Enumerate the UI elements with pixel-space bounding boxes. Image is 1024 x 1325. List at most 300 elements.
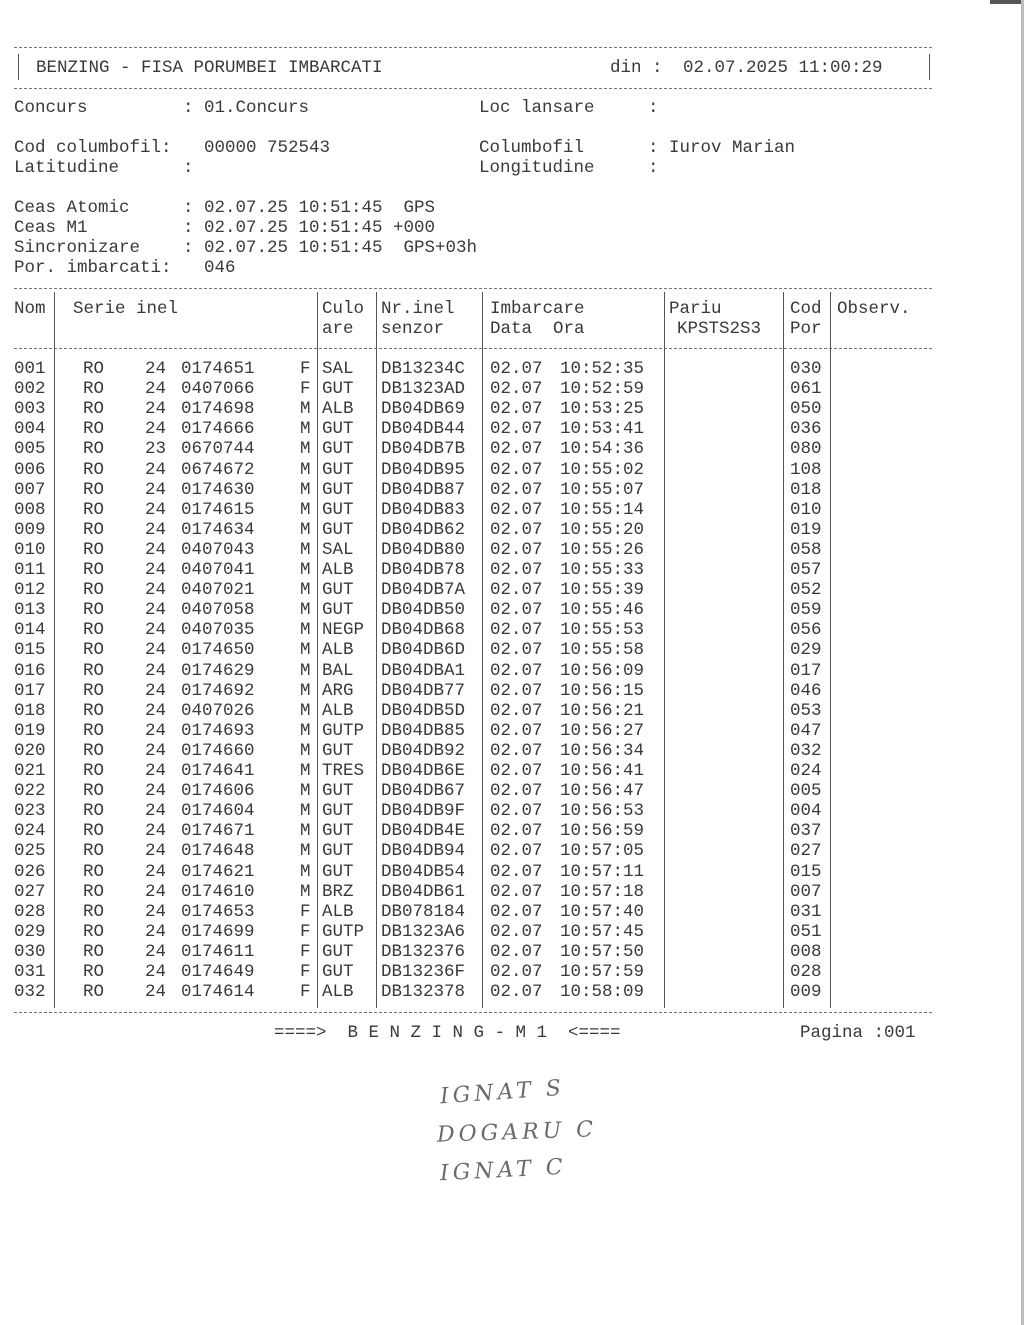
cell-nom: 017 [14, 680, 46, 701]
sincronizare-label: Sincronizare [14, 238, 141, 258]
table-header-separator [14, 348, 932, 349]
cell-an: 24 [145, 459, 167, 480]
cell-cod: 008 [790, 941, 822, 962]
cell-nom: 003 [14, 399, 46, 420]
cell-culoare: TRES [322, 761, 365, 781]
cell-data: 02.07 [490, 881, 543, 902]
table-row [0, 640, 1024, 660]
cell-sex: F [300, 962, 311, 982]
cell-senzor: DB04DB6E [381, 761, 466, 781]
cell-an: 24 [145, 901, 167, 922]
cell-nom: 004 [14, 419, 46, 440]
cell-an: 24 [145, 761, 167, 781]
cell-senzor: DB04DB87 [381, 479, 466, 500]
cell-nom: 018 [14, 700, 46, 721]
cell-culoare: GUTP [322, 921, 365, 942]
cell-cod: 059 [790, 600, 822, 621]
cell-inel: 0174650 [181, 640, 255, 661]
cell-senzor: DB04DB44 [381, 419, 466, 440]
cell-ora: 10:57:11 [560, 861, 645, 882]
table-row [0, 540, 1024, 560]
cell-culoare: GUT [322, 499, 354, 520]
cell-sex: F [300, 379, 311, 400]
cell-inel: 0174634 [181, 519, 255, 540]
table-row [0, 399, 1024, 419]
cell-sex: F [300, 921, 311, 942]
cell-data: 02.07 [490, 861, 543, 882]
cell-nom: 030 [14, 941, 46, 962]
columbofil-value: : Iurov Marian [648, 138, 796, 158]
cell-culoare: ALB [322, 560, 354, 580]
cell-cod: 005 [790, 781, 822, 802]
cell-an: 24 [145, 399, 167, 420]
cell-senzor: DB04DB9F [381, 801, 466, 822]
col-header-data-ora: Data Ora [490, 319, 585, 339]
cell-inel: 0407041 [181, 560, 255, 580]
cell-senzor: DB132378 [381, 982, 466, 1003]
cell-inel: 0174693 [181, 720, 255, 741]
cell-data: 02.07 [490, 499, 543, 520]
cell-inel: 0174653 [181, 901, 255, 922]
cell-an: 24 [145, 660, 167, 681]
cell-sex: M [300, 519, 311, 540]
cell-culoare: GUT [322, 439, 354, 460]
cell-data: 02.07 [490, 740, 543, 761]
cell-nom: 023 [14, 801, 46, 822]
cell-cod: 047 [790, 720, 822, 741]
cell-nom: 027 [14, 881, 46, 902]
cell-inel: 0174692 [181, 680, 255, 701]
cell-tara: RO [83, 359, 105, 379]
cell-an: 24 [145, 700, 167, 721]
cell-cod: 051 [790, 921, 822, 942]
cell-nom: 009 [14, 519, 46, 540]
cell-data: 02.07 [490, 761, 543, 781]
cell-inel: 0174615 [181, 499, 255, 520]
cell-an: 24 [145, 740, 167, 761]
cell-cod: 028 [790, 962, 822, 982]
cell-inel: 0174698 [181, 399, 255, 420]
cell-inel: 0174614 [181, 982, 255, 1003]
cell-an: 24 [145, 640, 167, 661]
scan-edge-top [990, 0, 1024, 4]
cell-culoare: GUT [322, 941, 354, 962]
cell-nom: 021 [14, 761, 46, 781]
cell-culoare: GUT [322, 580, 354, 601]
cell-ora: 10:52:59 [560, 379, 645, 400]
cell-sex: F [300, 359, 311, 379]
cell-nom: 006 [14, 459, 46, 480]
handwritten-note-1: IGNAT S [439, 1075, 566, 1110]
cell-ora: 10:55:53 [560, 620, 645, 641]
cell-ora: 10:56:09 [560, 660, 645, 681]
cell-senzor: DB04DB61 [381, 881, 466, 902]
cell-tara: RO [83, 479, 105, 500]
cell-senzor: DB13234C [381, 359, 466, 379]
cell-ora: 10:55:26 [560, 539, 645, 560]
cell-inel: 0174660 [181, 740, 255, 761]
cell-ora: 10:55:14 [560, 499, 645, 520]
cell-cod: 080 [790, 439, 822, 460]
cell-tara: RO [83, 419, 105, 440]
cell-ora: 10:57:50 [560, 941, 645, 962]
col-header-kpsts2s3: KPSTS2S3 [677, 319, 762, 339]
cell-sex: M [300, 861, 311, 882]
cell-data: 02.07 [490, 821, 543, 842]
cell-cod: 018 [790, 479, 822, 500]
cell-cod: 057 [790, 560, 822, 580]
cell-tara: RO [83, 982, 105, 1003]
cell-ora: 10:53:41 [560, 419, 645, 440]
por-imbarcati-value: 046 [204, 258, 236, 278]
cell-cod: 108 [790, 459, 822, 480]
cell-tara: RO [83, 861, 105, 882]
col-header-imbarcare: Imbarcare [490, 299, 585, 319]
cell-nom: 011 [14, 560, 46, 580]
table-row [0, 359, 1024, 379]
cell-an: 24 [145, 419, 167, 440]
cell-data: 02.07 [490, 901, 543, 922]
cell-senzor: DB04DB5D [381, 700, 466, 721]
concurs-label: Concurs [14, 98, 88, 118]
cell-nom: 029 [14, 921, 46, 942]
cell-nom: 010 [14, 539, 46, 560]
cell-an: 24 [145, 539, 167, 560]
cell-data: 02.07 [490, 962, 543, 982]
cell-nom: 028 [14, 901, 46, 922]
cell-culoare: GUT [322, 600, 354, 621]
cell-ora: 10:58:09 [560, 982, 645, 1003]
cell-cod: 036 [790, 419, 822, 440]
cell-cod: 019 [790, 519, 822, 540]
cell-sex: M [300, 620, 311, 641]
table-row [0, 580, 1024, 600]
cell-sex: F [300, 941, 311, 962]
table-row [0, 781, 1024, 801]
latitudine-value: : [183, 158, 194, 178]
cell-sex: M [300, 600, 311, 621]
cell-inel: 0407026 [181, 700, 255, 721]
document-title: BENZING - FISA PORUMBEI IMBARCATI [36, 58, 383, 78]
cell-sex: M [300, 499, 311, 520]
table-row [0, 761, 1024, 781]
cell-sex: M [300, 700, 311, 721]
cell-inel: 0407035 [181, 620, 255, 641]
cell-an: 24 [145, 821, 167, 842]
cell-cod: 053 [790, 700, 822, 721]
cell-culoare: ALB [322, 901, 354, 922]
cell-sex: M [300, 419, 311, 440]
cell-ora: 10:56:34 [560, 740, 645, 761]
table-row [0, 661, 1024, 681]
cell-tara: RO [83, 901, 105, 922]
cell-data: 02.07 [490, 660, 543, 681]
cell-culoare: BRZ [322, 881, 354, 902]
cell-cod: 031 [790, 901, 822, 922]
cell-ora: 10:57:59 [560, 962, 645, 982]
cell-an: 23 [145, 439, 167, 460]
cell-culoare: GUT [322, 801, 354, 822]
cell-tara: RO [83, 499, 105, 520]
cell-sex: M [300, 539, 311, 560]
ceas-m1-value: : 02.07.25 10:51:45 +000 [183, 218, 436, 238]
table-row [0, 741, 1024, 761]
cell-cod: 015 [790, 861, 822, 882]
cell-tara: RO [83, 781, 105, 802]
cell-tara: RO [83, 439, 105, 460]
cell-senzor: DB04DBA1 [381, 660, 466, 681]
cell-inel: 0174648 [181, 841, 255, 862]
cell-data: 02.07 [490, 921, 543, 942]
cell-tara: RO [83, 600, 105, 621]
cell-data: 02.07 [490, 379, 543, 400]
cell-sex: M [300, 821, 311, 842]
cell-culoare: GUT [322, 821, 354, 842]
cell-tara: RO [83, 660, 105, 681]
cell-an: 24 [145, 499, 167, 520]
cell-cod: 010 [790, 499, 822, 520]
table-row [0, 480, 1024, 500]
cell-senzor: DB04DB62 [381, 519, 466, 540]
cell-senzor: DB132376 [381, 941, 466, 962]
cell-sex: M [300, 660, 311, 681]
cell-tara: RO [83, 881, 105, 902]
cell-culoare: NEGP [322, 620, 365, 641]
cell-tara: RO [83, 821, 105, 842]
cell-tara: RO [83, 640, 105, 661]
cell-sex: M [300, 720, 311, 741]
col-header-serie: Serie inel [73, 299, 179, 319]
cell-senzor: DB04DB6D [381, 640, 466, 661]
cell-data: 02.07 [490, 419, 543, 440]
cell-ora: 10:56:53 [560, 801, 645, 822]
cell-cod: 061 [790, 379, 822, 400]
cell-tara: RO [83, 399, 105, 420]
cell-inel: 0174671 [181, 821, 255, 842]
header-bottom-border [14, 88, 932, 89]
table-row [0, 379, 1024, 399]
cell-ora: 10:56:21 [560, 700, 645, 721]
cell-nom: 020 [14, 740, 46, 761]
cell-senzor: DB04DB54 [381, 861, 466, 882]
cell-senzor: DB04DB50 [381, 600, 466, 621]
cell-data: 02.07 [490, 479, 543, 500]
table-row [0, 801, 1024, 821]
col-header-senzor: senzor [381, 319, 445, 339]
cell-nom: 008 [14, 499, 46, 520]
cell-sex: M [300, 801, 311, 822]
cell-inel: 0174630 [181, 479, 255, 500]
cell-ora: 10:55:33 [560, 560, 645, 580]
cell-culoare: GUT [322, 479, 354, 500]
cell-data: 02.07 [490, 399, 543, 420]
col-header-culoare-2: are [322, 319, 354, 339]
cell-culoare: GUT [322, 962, 354, 982]
cell-tara: RO [83, 580, 105, 601]
cell-inel: 0174651 [181, 359, 255, 379]
cell-senzor: DB04DB78 [381, 560, 466, 580]
table-row [0, 721, 1024, 741]
cell-tara: RO [83, 941, 105, 962]
cell-an: 24 [145, 379, 167, 400]
cell-culoare: GUT [322, 459, 354, 480]
cell-nom: 031 [14, 962, 46, 982]
cell-cod: 037 [790, 821, 822, 842]
handwritten-note-2: DOGARU C [436, 1117, 598, 1148]
cell-senzor: DB04DB94 [381, 841, 466, 862]
cell-inel: 0174621 [181, 861, 255, 882]
cell-nom: 022 [14, 781, 46, 802]
ceas-m1-label: Ceas M1 [14, 218, 88, 238]
cell-senzor: DB04DB69 [381, 399, 466, 420]
header-left-bar [18, 54, 19, 80]
cell-culoare: GUT [322, 519, 354, 540]
cell-senzor: DB1323A6 [381, 921, 466, 942]
cell-data: 02.07 [490, 560, 543, 580]
cell-inel: 0174606 [181, 781, 255, 802]
cell-culoare: SAL [322, 359, 354, 379]
cell-sex: M [300, 740, 311, 761]
table-row [0, 922, 1024, 942]
cell-inel: 0174699 [181, 921, 255, 942]
cell-inel: 0407021 [181, 580, 255, 601]
table-row [0, 419, 1024, 439]
col-header-pariu: Pariu [669, 299, 722, 319]
cell-cod: 024 [790, 761, 822, 781]
cell-data: 02.07 [490, 700, 543, 721]
header-top-border [14, 47, 932, 48]
table-row [0, 882, 1024, 902]
longitudine-value: : [648, 158, 659, 178]
cell-senzor: DB13236F [381, 962, 466, 982]
cell-cod: 058 [790, 539, 822, 560]
cell-senzor: DB04DB7A [381, 580, 466, 601]
cell-data: 02.07 [490, 720, 543, 741]
cell-sex: M [300, 881, 311, 902]
cell-inel: 0174610 [181, 881, 255, 902]
cod-columbofil-label: Cod columbofil: [14, 138, 172, 158]
cell-culoare: ALB [322, 640, 354, 661]
cell-data: 02.07 [490, 941, 543, 962]
cell-culoare: ALB [322, 700, 354, 721]
table-top-border [14, 288, 932, 289]
cell-data: 02.07 [490, 539, 543, 560]
cell-senzor: DB078184 [381, 901, 466, 922]
cell-an: 24 [145, 479, 167, 500]
loc-lansare-value: : [648, 98, 659, 118]
cell-an: 24 [145, 982, 167, 1003]
cell-senzor: DB04DB85 [381, 720, 466, 741]
cell-tara: RO [83, 379, 105, 400]
cell-sex: M [300, 580, 311, 601]
handwritten-note-3: IGNAT C [439, 1154, 568, 1187]
cell-tara: RO [83, 761, 105, 781]
cell-inel: 0174666 [181, 419, 255, 440]
cell-an: 24 [145, 519, 167, 540]
page-number: Pagina :001 [800, 1023, 916, 1043]
cell-senzor: DB04DB4E [381, 821, 466, 842]
cell-ora: 10:56:59 [560, 821, 645, 842]
cell-ora: 10:55:02 [560, 459, 645, 480]
cell-an: 24 [145, 861, 167, 882]
print-date-value: 02.07.2025 11:00:29 [683, 58, 883, 78]
cell-nom: 002 [14, 379, 46, 400]
cell-ora: 10:55:46 [560, 600, 645, 621]
cell-data: 02.07 [490, 359, 543, 379]
cell-ora: 10:55:07 [560, 479, 645, 500]
cell-sex: M [300, 640, 311, 661]
table-row [0, 520, 1024, 540]
cell-sex: M [300, 680, 311, 701]
cell-ora: 10:53:25 [560, 399, 645, 420]
cell-tara: RO [83, 459, 105, 480]
cell-data: 02.07 [490, 439, 543, 460]
table-row [0, 681, 1024, 701]
cell-ora: 10:56:41 [560, 761, 645, 781]
cell-sex: M [300, 841, 311, 862]
cell-nom: 025 [14, 841, 46, 862]
cell-cod: 030 [790, 359, 822, 379]
cell-cod: 029 [790, 640, 822, 661]
cell-sex: F [300, 901, 311, 922]
cell-an: 24 [145, 359, 167, 379]
cell-data: 02.07 [490, 982, 543, 1003]
cell-senzor: DB1323AD [381, 379, 466, 400]
cell-senzor: DB04DB83 [381, 499, 466, 520]
table-row [0, 439, 1024, 459]
cell-an: 24 [145, 600, 167, 621]
table-row [0, 620, 1024, 640]
table-row [0, 862, 1024, 882]
cell-inel: 0674672 [181, 459, 255, 480]
sincronizare-value: : 02.07.25 10:51:45 GPS+03h [183, 238, 478, 258]
cell-data: 02.07 [490, 841, 543, 862]
cell-data: 02.07 [490, 600, 543, 621]
cell-data: 02.07 [490, 459, 543, 480]
cell-culoare: GUT [322, 841, 354, 862]
cell-senzor: DB04DB80 [381, 539, 466, 560]
cell-an: 24 [145, 620, 167, 641]
cell-culoare: GUT [322, 379, 354, 400]
columbofil-label: Columbofil [479, 138, 585, 158]
cell-an: 24 [145, 841, 167, 862]
table-row [0, 560, 1024, 580]
cell-an: 24 [145, 781, 167, 802]
cell-senzor: DB04DB68 [381, 620, 466, 641]
cell-nom: 016 [14, 660, 46, 681]
ceas-atomic-label: Ceas Atomic [14, 198, 130, 218]
cell-an: 24 [145, 720, 167, 741]
header-right-bar [929, 54, 930, 80]
cell-tara: RO [83, 680, 105, 701]
cell-nom: 001 [14, 359, 46, 379]
loc-lansare-label: Loc lansare [479, 98, 595, 118]
cell-ora: 10:56:15 [560, 680, 645, 701]
cell-ora: 10:57:18 [560, 881, 645, 902]
col-header-por: Por [790, 319, 822, 339]
table-row [0, 460, 1024, 480]
cell-an: 24 [145, 560, 167, 580]
cell-nom: 015 [14, 640, 46, 661]
cell-data: 02.07 [490, 580, 543, 601]
cell-inel: 0407058 [181, 600, 255, 621]
cell-an: 24 [145, 881, 167, 902]
cell-data: 02.07 [490, 620, 543, 641]
cell-an: 24 [145, 962, 167, 982]
col-header-observ: Observ. [837, 299, 911, 319]
cell-data: 02.07 [490, 801, 543, 822]
cell-tara: RO [83, 921, 105, 942]
